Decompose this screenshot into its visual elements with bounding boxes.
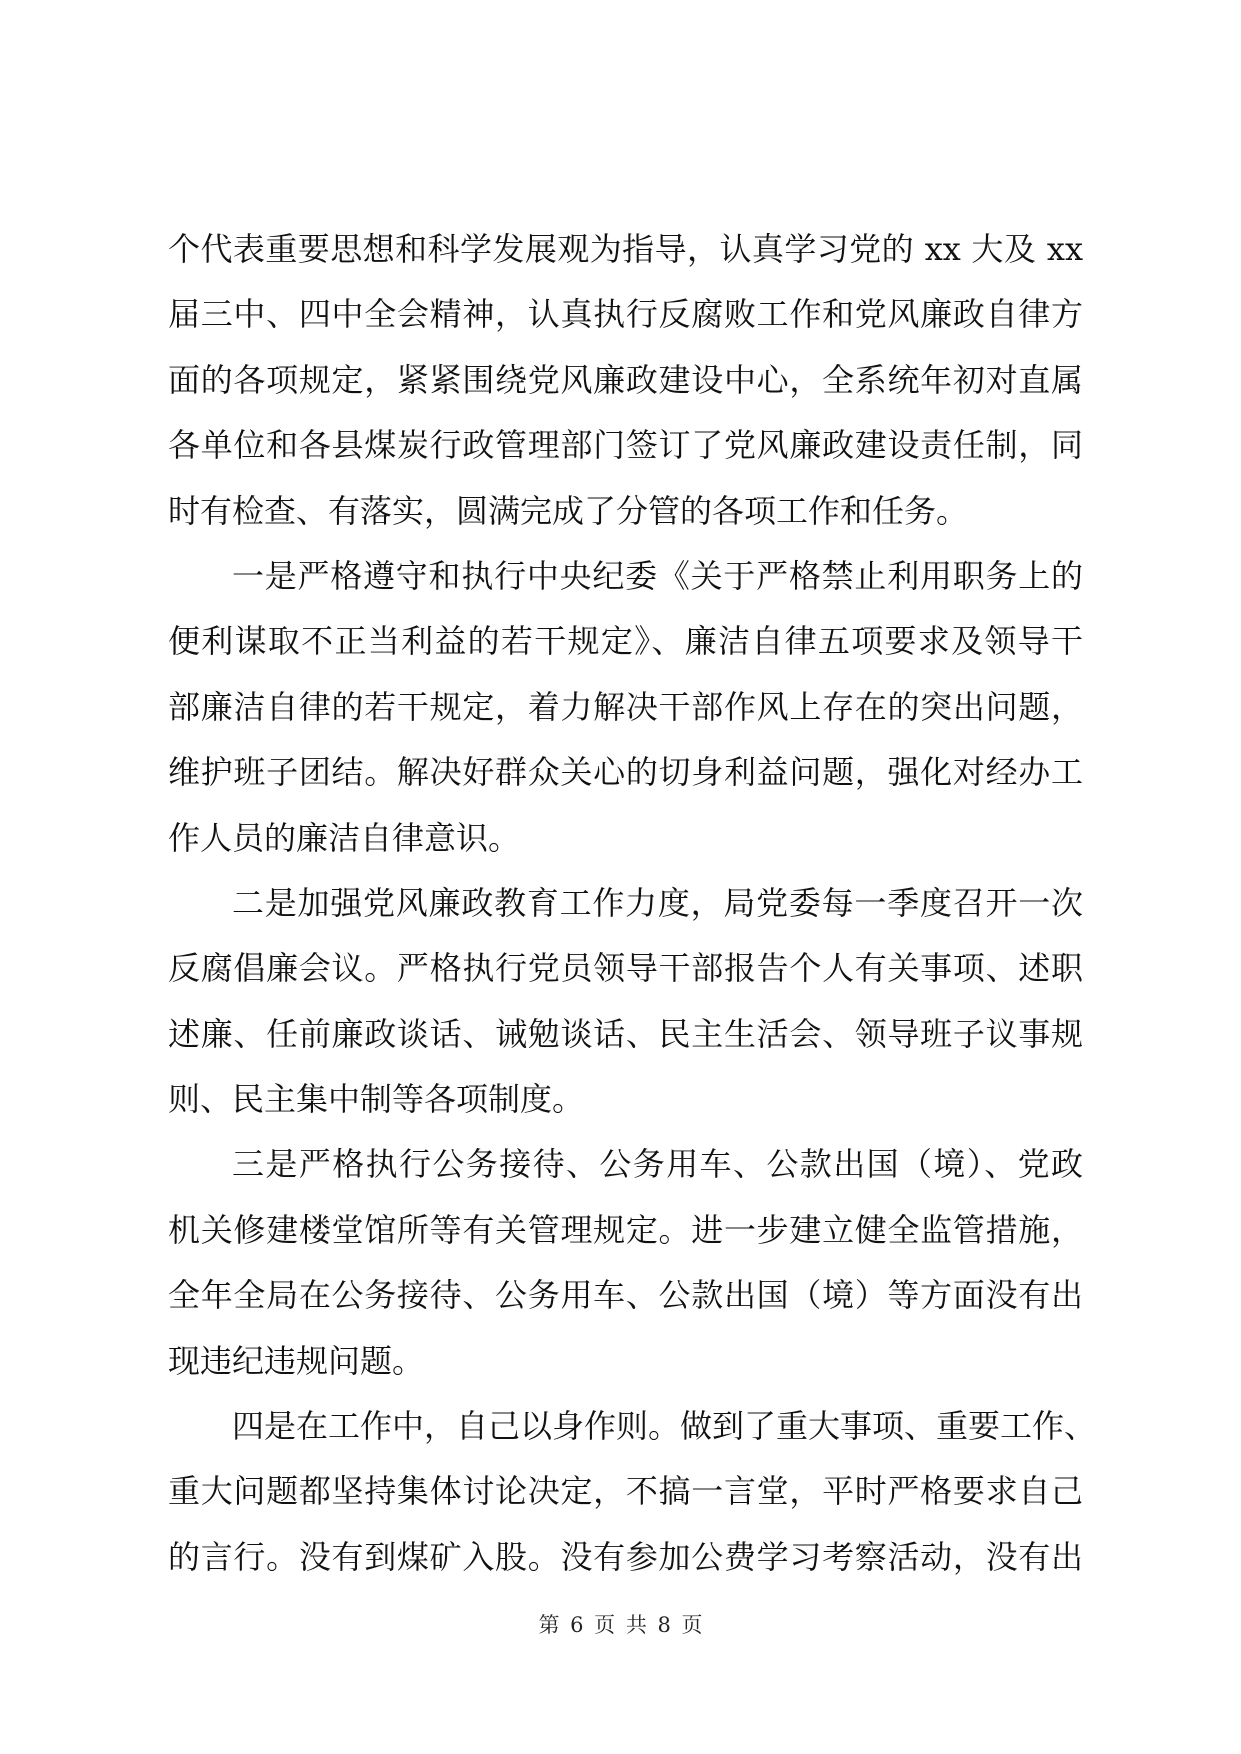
text-line: 反腐倡廉会议。严格执行党员领导干部报告个人有关事项、述职 bbox=[168, 949, 1083, 988]
text-line: 述廉、任前廉政谈话、诫勉谈话、民主生活会、领导班子议事规 bbox=[168, 1014, 1083, 1053]
text-line: 届三中、四中全会精神，认真执行反腐败工作和党风廉政自律方 bbox=[168, 295, 1083, 334]
paragraph-item-one bbox=[168, 558, 1083, 885]
paragraph-item-three bbox=[168, 1146, 1083, 1408]
text-line: 的言行。没有到煤矿入股。没有参加公费学习考察活动，没有出 bbox=[168, 1537, 1083, 1576]
text-line: 现违纪违规问题。 bbox=[168, 1341, 425, 1380]
paragraph-item-four bbox=[168, 1407, 1097, 1604]
text-line: 一是严格遵守和执行中央纪委《关于严格禁止利用职务上的 bbox=[232, 556, 1083, 595]
page-number-footer: 第 6 页 共 8 页 bbox=[538, 1613, 703, 1637]
text-line: 各单位和各县煤炭行政管理部门签订了党风廉政建设责任制，同 bbox=[168, 426, 1083, 465]
paragraph-item-two bbox=[168, 885, 1083, 1147]
text-line: 四是在工作中，自己以身作则。做到了重大事项、重要工作、 bbox=[232, 1407, 1097, 1446]
text-line: 三是严格执行公务接待、公务用车、公款出国（境）、党政 bbox=[232, 1145, 1083, 1184]
text-line: 时有检查、有落实，圆满完成了分管的各项工作和任务。 bbox=[168, 491, 969, 530]
text-line: 则、民主集中制等各项制度。 bbox=[168, 1080, 585, 1119]
text-line: 二是加强党风廉政教育工作力度，局党委每一季度召开一次 bbox=[232, 883, 1083, 922]
text-line: 个代表重要思想和科学发展观为指导，认真学习党的 xx 大及 xx bbox=[168, 230, 1083, 268]
text-line: 面的各项规定，紧紧围绕党风廉政建设中心，全系统年初对直属 bbox=[168, 360, 1083, 399]
paragraph-intro bbox=[168, 231, 1083, 558]
text-line: 机关修建楼堂馆所等有关管理规定。进一步建立健全监管措施， bbox=[168, 1210, 1083, 1249]
text-line: 部廉洁自律的若干规定，着力解决干部作风上存在的突出问题， bbox=[168, 687, 1083, 726]
document-body bbox=[168, 230, 1097, 1604]
text-line: 作人员的廉洁自律意识。 bbox=[168, 818, 521, 857]
text-line: 全年全局在公务接待、公务用车、公款出国（境）等方面没有出 bbox=[168, 1276, 1083, 1315]
text-line: 便利谋取不正当利益的若干规定》、廉洁自律五项要求及领导干 bbox=[168, 622, 1083, 661]
text-line: 重大问题都坚持集体讨论决定，不搞一言堂，平时严格要求自己 bbox=[168, 1472, 1083, 1511]
text-line: 维护班子团结。解决好群众关心的切身利益问题，强化对经办工 bbox=[168, 753, 1083, 792]
